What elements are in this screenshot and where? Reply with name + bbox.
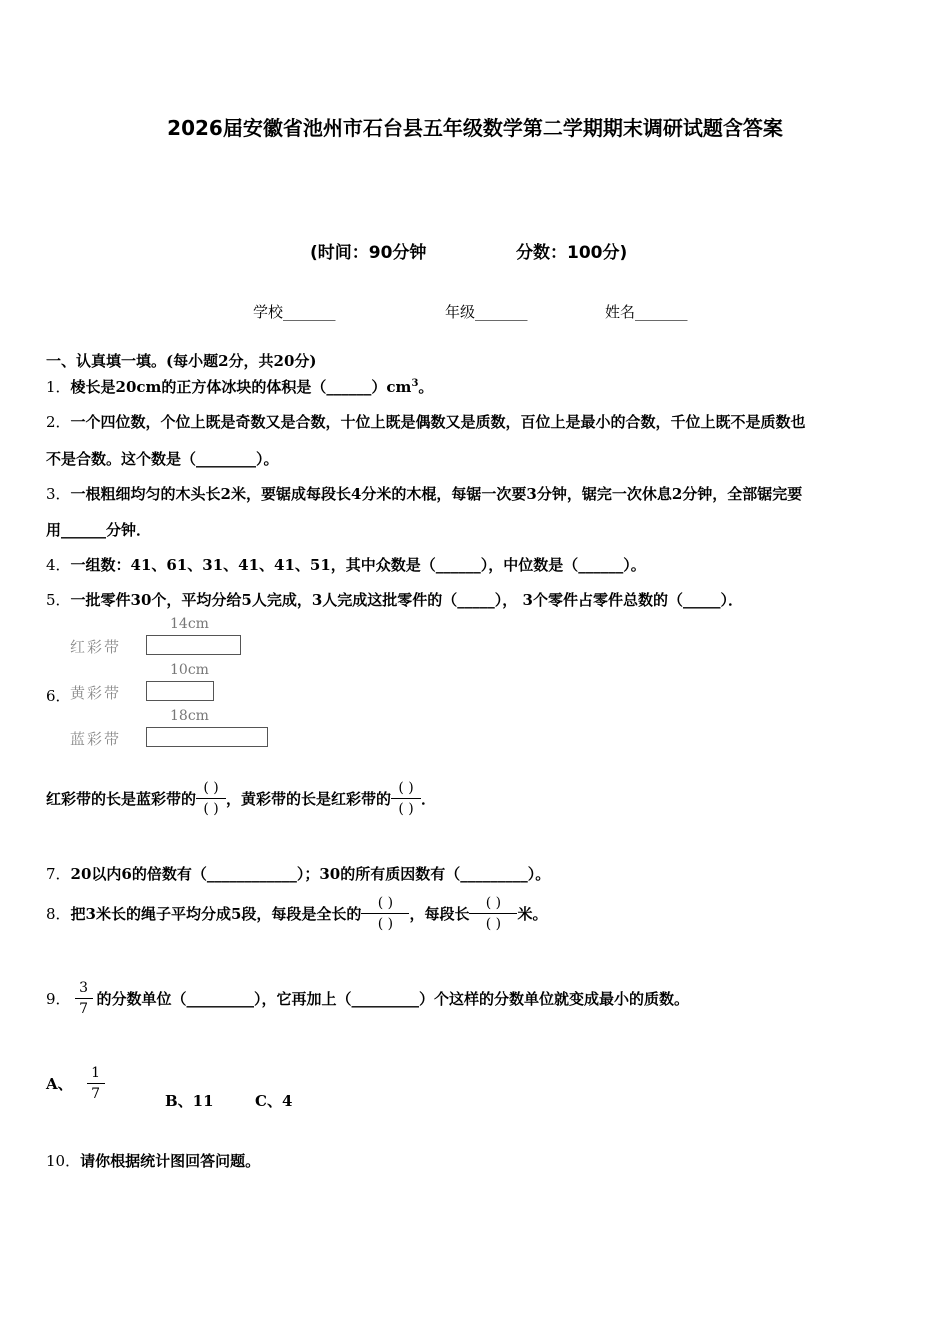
name-field: 姓名_______ <box>605 303 688 321</box>
question-6-number: 6． <box>46 687 71 705</box>
question-5 <box>46 589 743 610</box>
yellow-ribbon-bar <box>146 681 214 701</box>
question-4 <box>46 554 646 575</box>
fraction-blank: $\frac{( )}{( )}$ <box>361 894 409 933</box>
option-a: A、 $\frac{1}{7}$ <box>46 1064 105 1103</box>
question-text: 一批零件30个，平均分给5人完成，3人完成这批零件的（_____）， 3个零件占零件总数的（_____）． <box>70 591 743 609</box>
question-text: 一根粗细均匀的木头长2米，要锯成每段长4分米的木棍，每锯一次要3分钟，锯完一次休息2分钟，全部锯完要 <box>70 485 803 503</box>
question-number: 7． <box>46 865 71 883</box>
question-3-line-2: 用______分钟． <box>46 521 152 539</box>
yellow-ribbon-length: 10cm <box>170 662 209 678</box>
question-9: 9． $\frac{3}{7}$ 的分数单位（_________），它再加上（_________）个这样的分数单位就变成最小的质数。 <box>46 980 690 1017</box>
option-b: B、11 <box>165 1092 214 1110</box>
question-number: 2． <box>46 413 71 431</box>
blue-ribbon-length: 18cm <box>170 708 209 724</box>
blue-ribbon-bar <box>146 727 268 747</box>
fraction-1-7: $\frac{1}{7}$ <box>87 1064 105 1103</box>
school-field: 学校_______ <box>253 303 336 321</box>
superscript: 3 <box>411 378 419 389</box>
question-3-line-1 <box>46 483 802 504</box>
question-number: 5． <box>46 591 71 609</box>
question-text: 棱长是20cm的正方体冰块的体积是（______）cm <box>70 378 412 396</box>
question-10 <box>46 1150 260 1171</box>
question-6-text: 红彩带的长是蓝彩带的 $\frac{( )}{( )}$ ，黄彩带的长是红彩带的 $\frac{( )}{( )}$ ． <box>46 780 437 817</box>
question-number: 10． <box>46 1152 81 1170</box>
option-c: C、4 <box>255 1092 293 1110</box>
question-7 <box>46 863 550 884</box>
grade-field: 年级_______ <box>445 303 528 321</box>
question-number: 1． <box>46 378 71 396</box>
fraction-blank: $\frac{( )}{( )}$ <box>196 779 226 818</box>
fraction-3-7: $\frac{3}{7}$ <box>75 979 93 1018</box>
fraction-blank: $\frac{( )}{( )}$ <box>469 894 517 933</box>
question-number: 4． <box>46 556 71 574</box>
question-text-end: 。 <box>418 378 434 396</box>
question-text: 一个四位数，个位上既是奇数又是合数，十位上既是偶数又是质数，百位上是最小的合数，千位上既不是质数也 <box>70 413 806 431</box>
page-title: 2026届安徽省池州市石台县五年级数学第二学期期末调研试题含答案 <box>167 116 783 140</box>
question-text: 20以内6的倍数有（____________）；30的所有质因数有（_________）。 <box>70 865 551 883</box>
yellow-ribbon-label: 黄彩带 <box>70 684 122 702</box>
fraction-blank: $\frac{( )}{( )}$ <box>391 779 421 818</box>
question-number: 3． <box>46 485 71 503</box>
question-2-line-1 <box>46 411 806 432</box>
section-heading: 一、认真填一填。(每小题2分，共20分) <box>46 352 317 370</box>
red-ribbon-label: 红彩带 <box>70 638 122 656</box>
question-1 <box>46 376 433 397</box>
question-text: 一组数：41、61、31、41、41、51，其中众数是（______），中位数是（______）。 <box>70 556 646 574</box>
question-text: 请你根据统计图回答问题。 <box>80 1152 261 1170</box>
blue-ribbon-label: 蓝彩带 <box>70 730 122 748</box>
question-number: 8． <box>46 905 71 923</box>
question-number: 9． <box>46 990 71 1008</box>
question-2-line-2: 不是合数。这个数是（________）。 <box>46 450 279 468</box>
red-ribbon-length: 14cm <box>170 616 209 632</box>
red-ribbon-bar <box>146 635 241 655</box>
exam-time: (时间：90分钟 <box>310 243 427 263</box>
question-8: 8．把3米长的绳子平均分成5段，每段是全长的 $\frac{( )}{( )}$ ，每段长 $\frac{( )}{( )}$ 米。 <box>46 895 548 932</box>
exam-score: 分数：100分) <box>516 243 628 263</box>
